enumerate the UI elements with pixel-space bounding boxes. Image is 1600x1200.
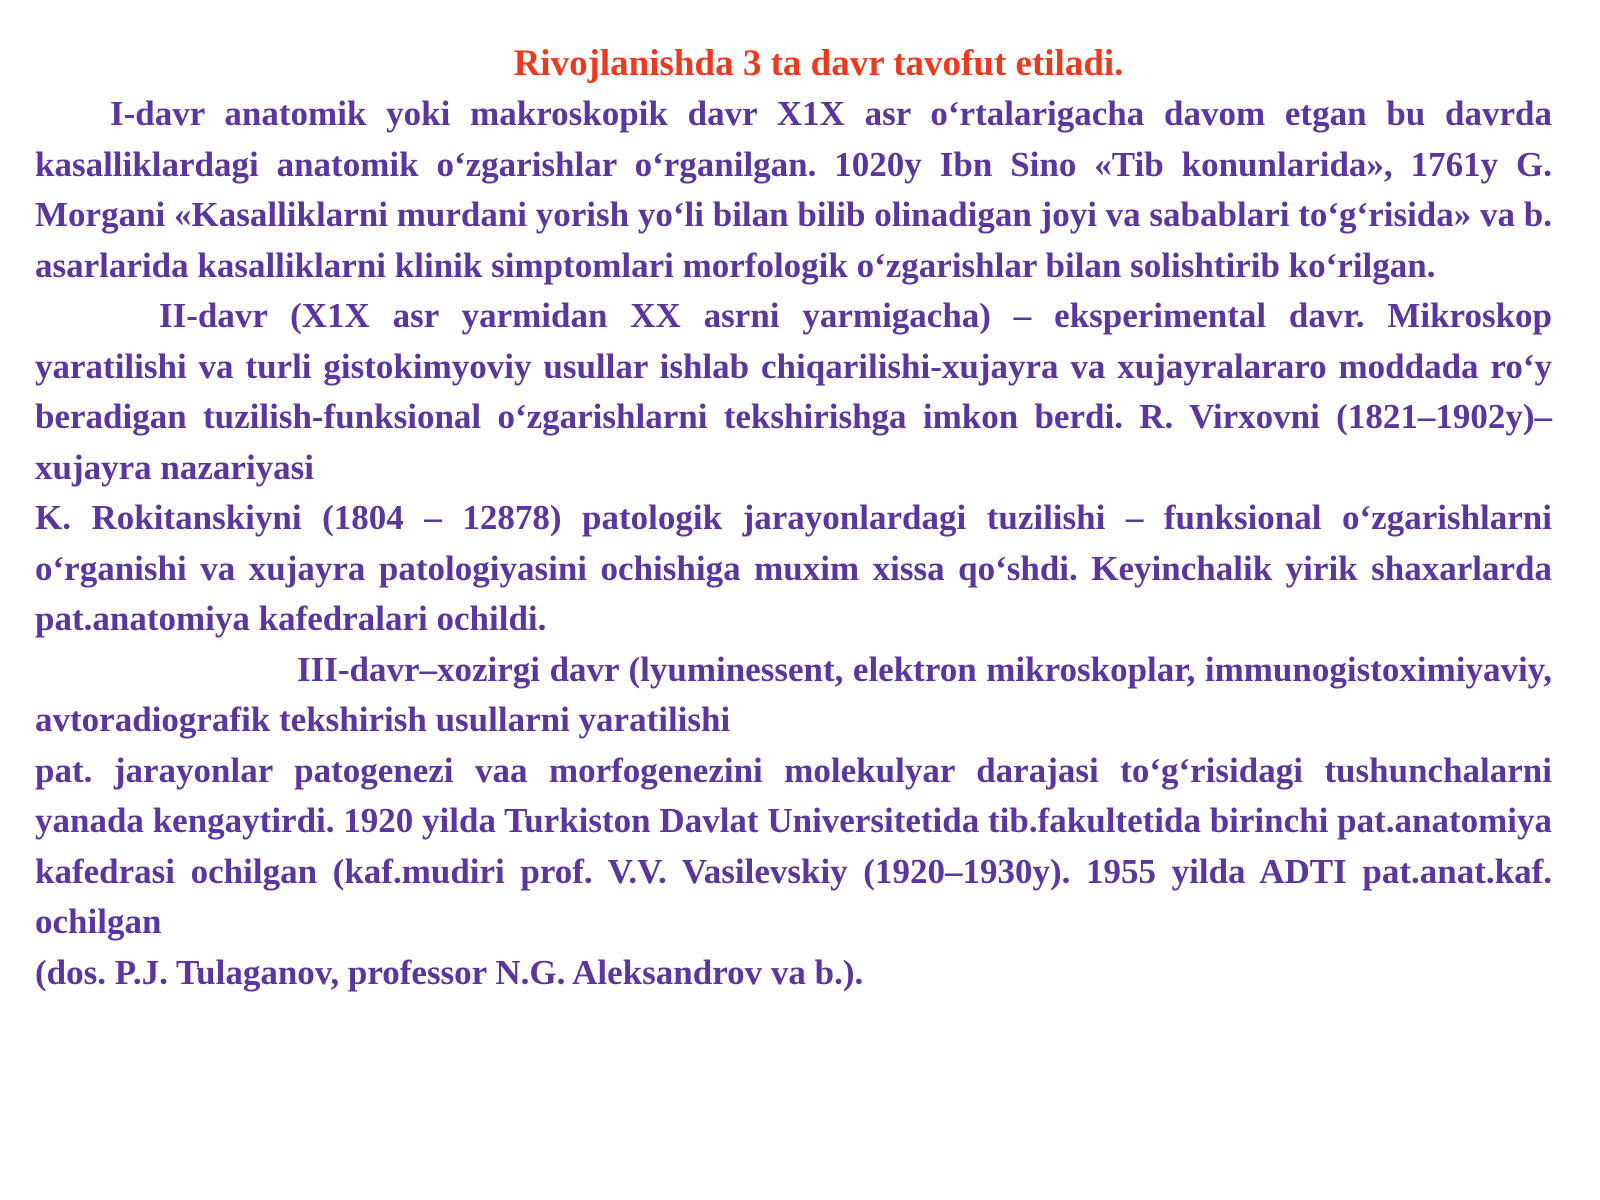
paragraph-rokitanskiy: K. Rokitanskiyni (1804 – 12878) patologik jarayonlardagi tuzilishi – funksional o‘zgarishlarni o‘rganishi va xujayra patologiyasini ochishiga muxim xissa qo‘shdi. Keyinchalik yirik shaxarlarda pat.anatomiya kafedralari ochildi.	[35, 498, 1552, 638]
paragraph-period-1: I-davr anatomik yoki makroskopik davr X1X asr o‘rtalarigacha davom etgan bu davrda kasalliklardagi anatomik o‘zgarishlar o‘rganilgan. 1020y Ibn Sino «Tib konunlarida», 1761y G. Morgani «Kasalliklarni murdani yorish yo‘li bilan bilib olinadigan joyi va sabablari to‘g‘risida» va b. asarlarida kasalliklarni klinik simptomlari morfologik o‘zgarishlar bilan solishtirib ko‘rilgan.	[35, 94, 1552, 285]
paragraph-staff: (dos. P.J. Tulaganov, professor N.G. Aleksandrov va b.).	[35, 952, 864, 992]
slide-body	[35, 89, 1552, 998]
paragraph-period-3: III-davr–xozirgi davr (lyuminessent, elektron mikroskoplar, immunogistoximiyaviy, avtoradiografik tekshirish usullarni yaratilishi	[35, 649, 1552, 739]
paragraph-department-history: pat. jarayonlar patogenezi vaa morfogenezini molekulyar darajasi to‘g‘risidagi tushunchalarni yanada kengaytirdi. 1920 yilda Turkiston Davlat Universitetida tib.fakultetida birinchi pat.anatomiya kafedrasi ochilgan (kaf.mudiri prof. V.V. Vasilevskiy (1920–1930y). 1955 yilda ADTI pat.anat.kaf. ochilgan	[35, 750, 1552, 941]
slide-title: Rivojlanishda 3 ta davr tavofut etiladi.	[513, 43, 1124, 84]
paragraph-period-2: II-davr (X1X asr yarmidan XX asrni yarmigacha) – eksperimental davr. Mikroskop yaratilishi va turli gistokimyoviy usullar ishlab chiqarilishi-xujayra va xujayralararo moddada ro‘y beradigan tuzilish-funksional o‘zgarishlarni tekshirishga imkon berdi. R. Virxovni (1821–1902y)–xujayra nazariyasi	[35, 296, 1552, 487]
